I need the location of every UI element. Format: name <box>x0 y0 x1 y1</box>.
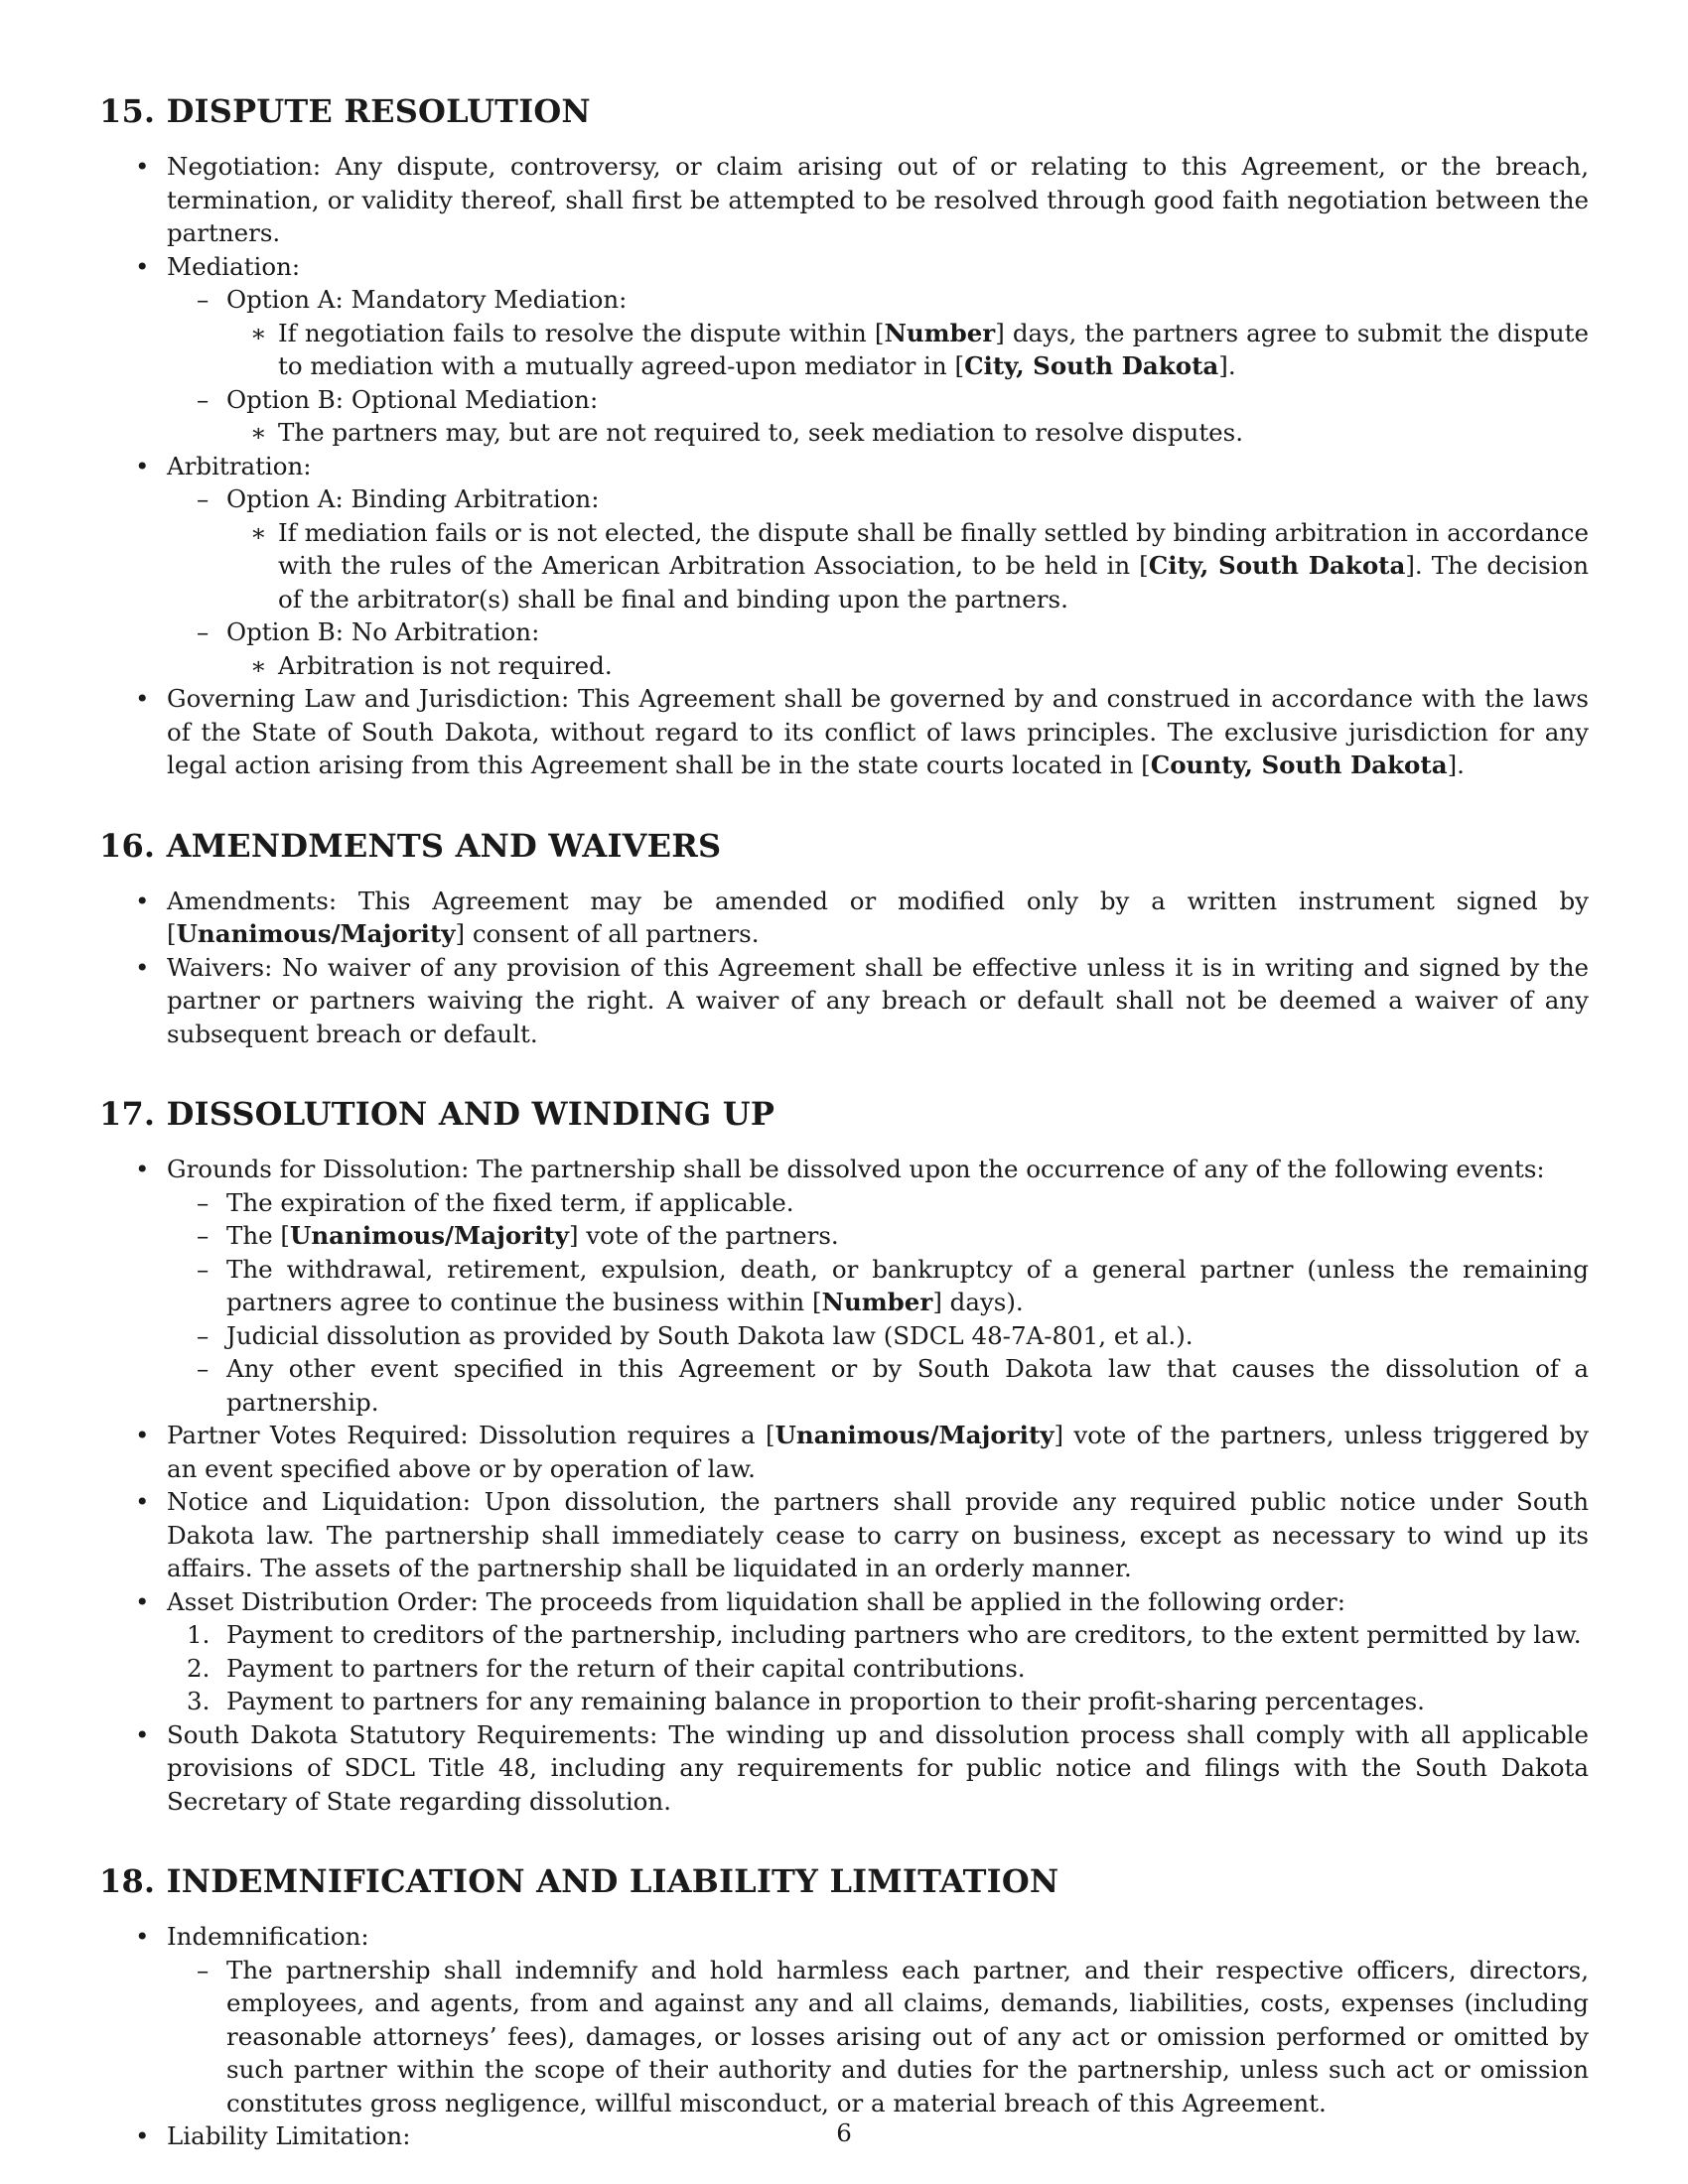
list-item: ∗ The partners may, but are not required to, seek mediation to resolve disputes. <box>226 416 1589 450</box>
bullet-list <box>99 150 1589 782</box>
list-number: 2. <box>187 1653 211 1683</box>
section-amendments-waivers <box>99 826 1589 1051</box>
placeholder-field: City, South Dakota <box>1148 551 1406 580</box>
list-item-arbitration: • Arbitration: – Option A: Binding Arbitration: ∗ If mediation fails or is not elected, the dispute shall be finally settled by binding arbitration in accordance with the rules of the American Arbitration Association, to be held in [City, South Dakota]. The decision of the arbitrator(s) shall be final and binding upon the partners. – Option B: No Arbitration: ∗ Arbitration is not required. <box>99 450 1589 683</box>
section-dissolution <box>99 1094 1589 1818</box>
list-item-asset-distribution: • Asset Distribution Order: The proceeds from liquidation shall be applied in the following order: 1. Payment to creditors of the partnership, including partners who are creditors, to the extent permitted by law. 2. Payment to partners for the return of their capital contributions. 3. Payment to partners for any remaining balance in proportion to their profit-sharing percentages. <box>99 1585 1589 1718</box>
list-item: ∗ If mediation fails or is not elected, the dispute shall be finally settled by binding arbitration in accordance with the rules of the American Arbitration Association, to be held in [City, South Dakota]. The decision of the arbitrator(s) shall be final and binding upon the partners. <box>226 516 1589 616</box>
list-item-liability-limitation: • Liability Limitation: <box>99 2119 1589 2153</box>
placeholder-field: Unanimous/Majority <box>289 1221 569 1250</box>
list-item: 1. Payment to creditors of the partnership, including partners who are creditors, to the extent permitted by law. <box>167 1618 1589 1652</box>
list-item: – Any other event specified in this Agreement or by South Dakota law that causes the dissolution of a partnership. <box>167 1352 1589 1419</box>
list-item: 2. Payment to partners for the return of their capital contributions. <box>167 1652 1589 1686</box>
list-item-grounds: • Grounds for Dissolution: The partnership shall be dissolved upon the occurrence of any of the following events: – The expiration of the fixed term, if applicable. – The [Unanimous/Majority] vote of the partners. – The withdrawal, retirement, expulsion, death, or bankruptcy of a general partner (unless the remaining partners agree to continue the business within [Number] days). – Judicial dissolution as provided by South Dakota law (SDCL 48-7A-801, et al.). – Any other event specified in this Agreement or by South Dakota law that causes the dissolution of a partnership. <box>99 1153 1589 1419</box>
list-item: – The expiration of the fixed term, if applicable. <box>167 1186 1589 1220</box>
list-item-option-a: – Option A: Mandatory Mediation: ∗ If negotiation fails to resolve the dispute within [Number] days, the partners agree to submit the dispute to mediation with a mutually agreed-upon mediator in [City, South Dakota]. <box>167 283 1589 383</box>
section-heading: 18. INDEMNIFICATION AND LIABILITY LIMITATION <box>99 1862 1059 1900</box>
page-number: 6 <box>836 2118 852 2147</box>
list-number: 1. <box>187 1620 211 1649</box>
placeholder-field: Number <box>884 318 996 347</box>
sub-list <box>167 482 1589 682</box>
sub-list <box>167 1954 1589 2120</box>
list-item: – The partnership shall indemnify and hold harmless each partner, and their respective officers, directors, employees, and agents, from and against any and all claims, demands, liabilities, costs, expenses (including reasonable attorneys’ fees), damages, or losses arising out of any act or omission performed or omitted by such partner within the scope of their authority and duties for the partnership, unless such act or omission constitutes gross negligence, willful misconduct, or a material breach of this Agreement. <box>167 1954 1589 2120</box>
section-heading: 15. DISPUTE RESOLUTION <box>99 92 591 130</box>
section-indemnification <box>99 1861 1589 2153</box>
list-item-waivers: • Waivers: No waiver of any provision of this Agreement shall be effective unless it is in writing and signed by the partner or partners waiving the right. A waiver of any breach or default shall not be deemed a waiver of any subsequent breach or default. <box>99 951 1589 1051</box>
list-item: – The [Unanimous/Majority] vote of the partners. <box>167 1219 1589 1253</box>
sub-list <box>167 283 1589 450</box>
list-item-notice: • Notice and Liquidation: Upon dissolution, the partners shall provide any required public notice under South Dakota law. The partnership shall immediately cease to carry on business, except as necessary to wind up its affairs. The assets of the partnership shall be liquidated in an orderly manner. <box>99 1485 1589 1585</box>
list-item: ∗ If negotiation fails to resolve the dispute within [Number] days, the partners agree to submit the dispute to mediation with a mutually agreed-upon mediator in [City, South Dakota]. <box>226 317 1589 383</box>
placeholder-field: City, South Dakota <box>964 351 1219 380</box>
sub-list <box>167 1186 1589 1420</box>
list-item-negotiation: • Negotiation: Any dispute, controversy, or claim arising out of or relating to this Agreement, or the breach, termination, or validity thereof, shall first be attempted to be resolved through good faith negotiation between the partners. <box>99 150 1589 250</box>
placeholder-field: Unanimous/Majority <box>176 919 456 948</box>
list-item-option-a: – Option A: Binding Arbitration: ∗ If mediation fails or is not elected, the dispute shall be finally settled by binding arbitration in accordance with the rules of the American Arbitration Association, to be held in [City, South Dakota]. The decision of the arbitrator(s) shall be final and binding upon the partners. <box>167 482 1589 615</box>
list-item-governing-law: • Governing Law and Jurisdiction: This Agreement shall be governed by and construed in accordance with the laws of the State of South Dakota, without regard to its conflict of laws principles. The exclusive jurisdiction for any legal action arising from this Agreement shall be in the state courts located in [County, South Dakota]. <box>99 682 1589 782</box>
list-item-partner-votes: • Partner Votes Required: Dissolution requires a [Unanimous/Majority] vote of the partners, unless triggered by an event specified above or by operation of law. <box>99 1419 1589 1485</box>
sub-sub-list <box>226 516 1589 616</box>
list-item-statutory: • South Dakota Statutory Requirements: The winding up and dissolution process shall comply with all applicable provisions of SDCL Title 48, including any requirements for public notice and filings with the South Dakota Secretary of State regarding dissolution. <box>99 1718 1589 1819</box>
sub-sub-list <box>226 317 1589 383</box>
list-item-option-b: – Option B: No Arbitration: ∗ Arbitration is not required. <box>167 615 1589 682</box>
placeholder-field: Number <box>821 1288 933 1316</box>
list-item: – Judicial dissolution as provided by South Dakota law (SDCL 48-7A-801, et al.). <box>167 1319 1589 1353</box>
numbered-list <box>167 1618 1589 1718</box>
section-heading: 16. AMENDMENTS AND WAIVERS <box>99 826 722 865</box>
list-number: 3. <box>187 1687 211 1715</box>
bullet-list <box>99 885 1589 1051</box>
placeholder-field: County, South Dakota <box>1150 751 1448 779</box>
placeholder-field: Unanimous/Majority <box>774 1421 1055 1449</box>
list-item: 3. Payment to partners for any remaining balance in proportion to their profit-sharing percentages. <box>167 1685 1589 1718</box>
list-item-amendments: • Amendments: This Agreement may be amended or modified only by a written instrument signed by [Unanimous/Majority] consent of all partners. <box>99 885 1589 951</box>
list-item-mediation: • Mediation: – Option A: Mandatory Mediation: ∗ If negotiation fails to resolve the dispute within [Number] days, the partners agree to submit the dispute to mediation with a mutually agreed-upon mediator in [City, South Dakota]. – Option B: Optional Mediation: ∗ The partners may, but are not required to, seek mediation to resolve disputes. <box>99 250 1589 450</box>
section-heading: 17. DISSOLUTION AND WINDING UP <box>99 1095 775 1133</box>
list-item: ∗ Arbitration is not required. <box>226 649 1589 683</box>
bullet-list <box>99 1153 1589 1818</box>
sub-sub-list <box>226 649 1589 683</box>
document-page <box>99 91 1589 2153</box>
list-item-indemnification: • Indemnification: – The partnership shall indemnify and hold harmless each partner, and their respective officers, directors, employees, and agents, from and against any and all claims, demands, liabilities, costs, expenses (including reasonable attorneys’ fees), damages, or losses arising out of any act or omission performed or omitted by such partner within the scope of their authority and duties for the partnership, unless such act or omission constitutes gross negligence, willful misconduct, or a material breach of this Agreement. <box>99 1920 1589 2119</box>
list-item-option-b: – Option B: Optional Mediation: ∗ The partners may, but are not required to, seek mediation to resolve disputes. <box>167 383 1589 450</box>
section-dispute-resolution <box>99 91 1589 782</box>
sub-sub-list <box>226 416 1589 450</box>
list-item: – The withdrawal, retirement, expulsion, death, or bankruptcy of a general partner (unless the remaining partners agree to continue the business within [Number] days). <box>167 1253 1589 1319</box>
